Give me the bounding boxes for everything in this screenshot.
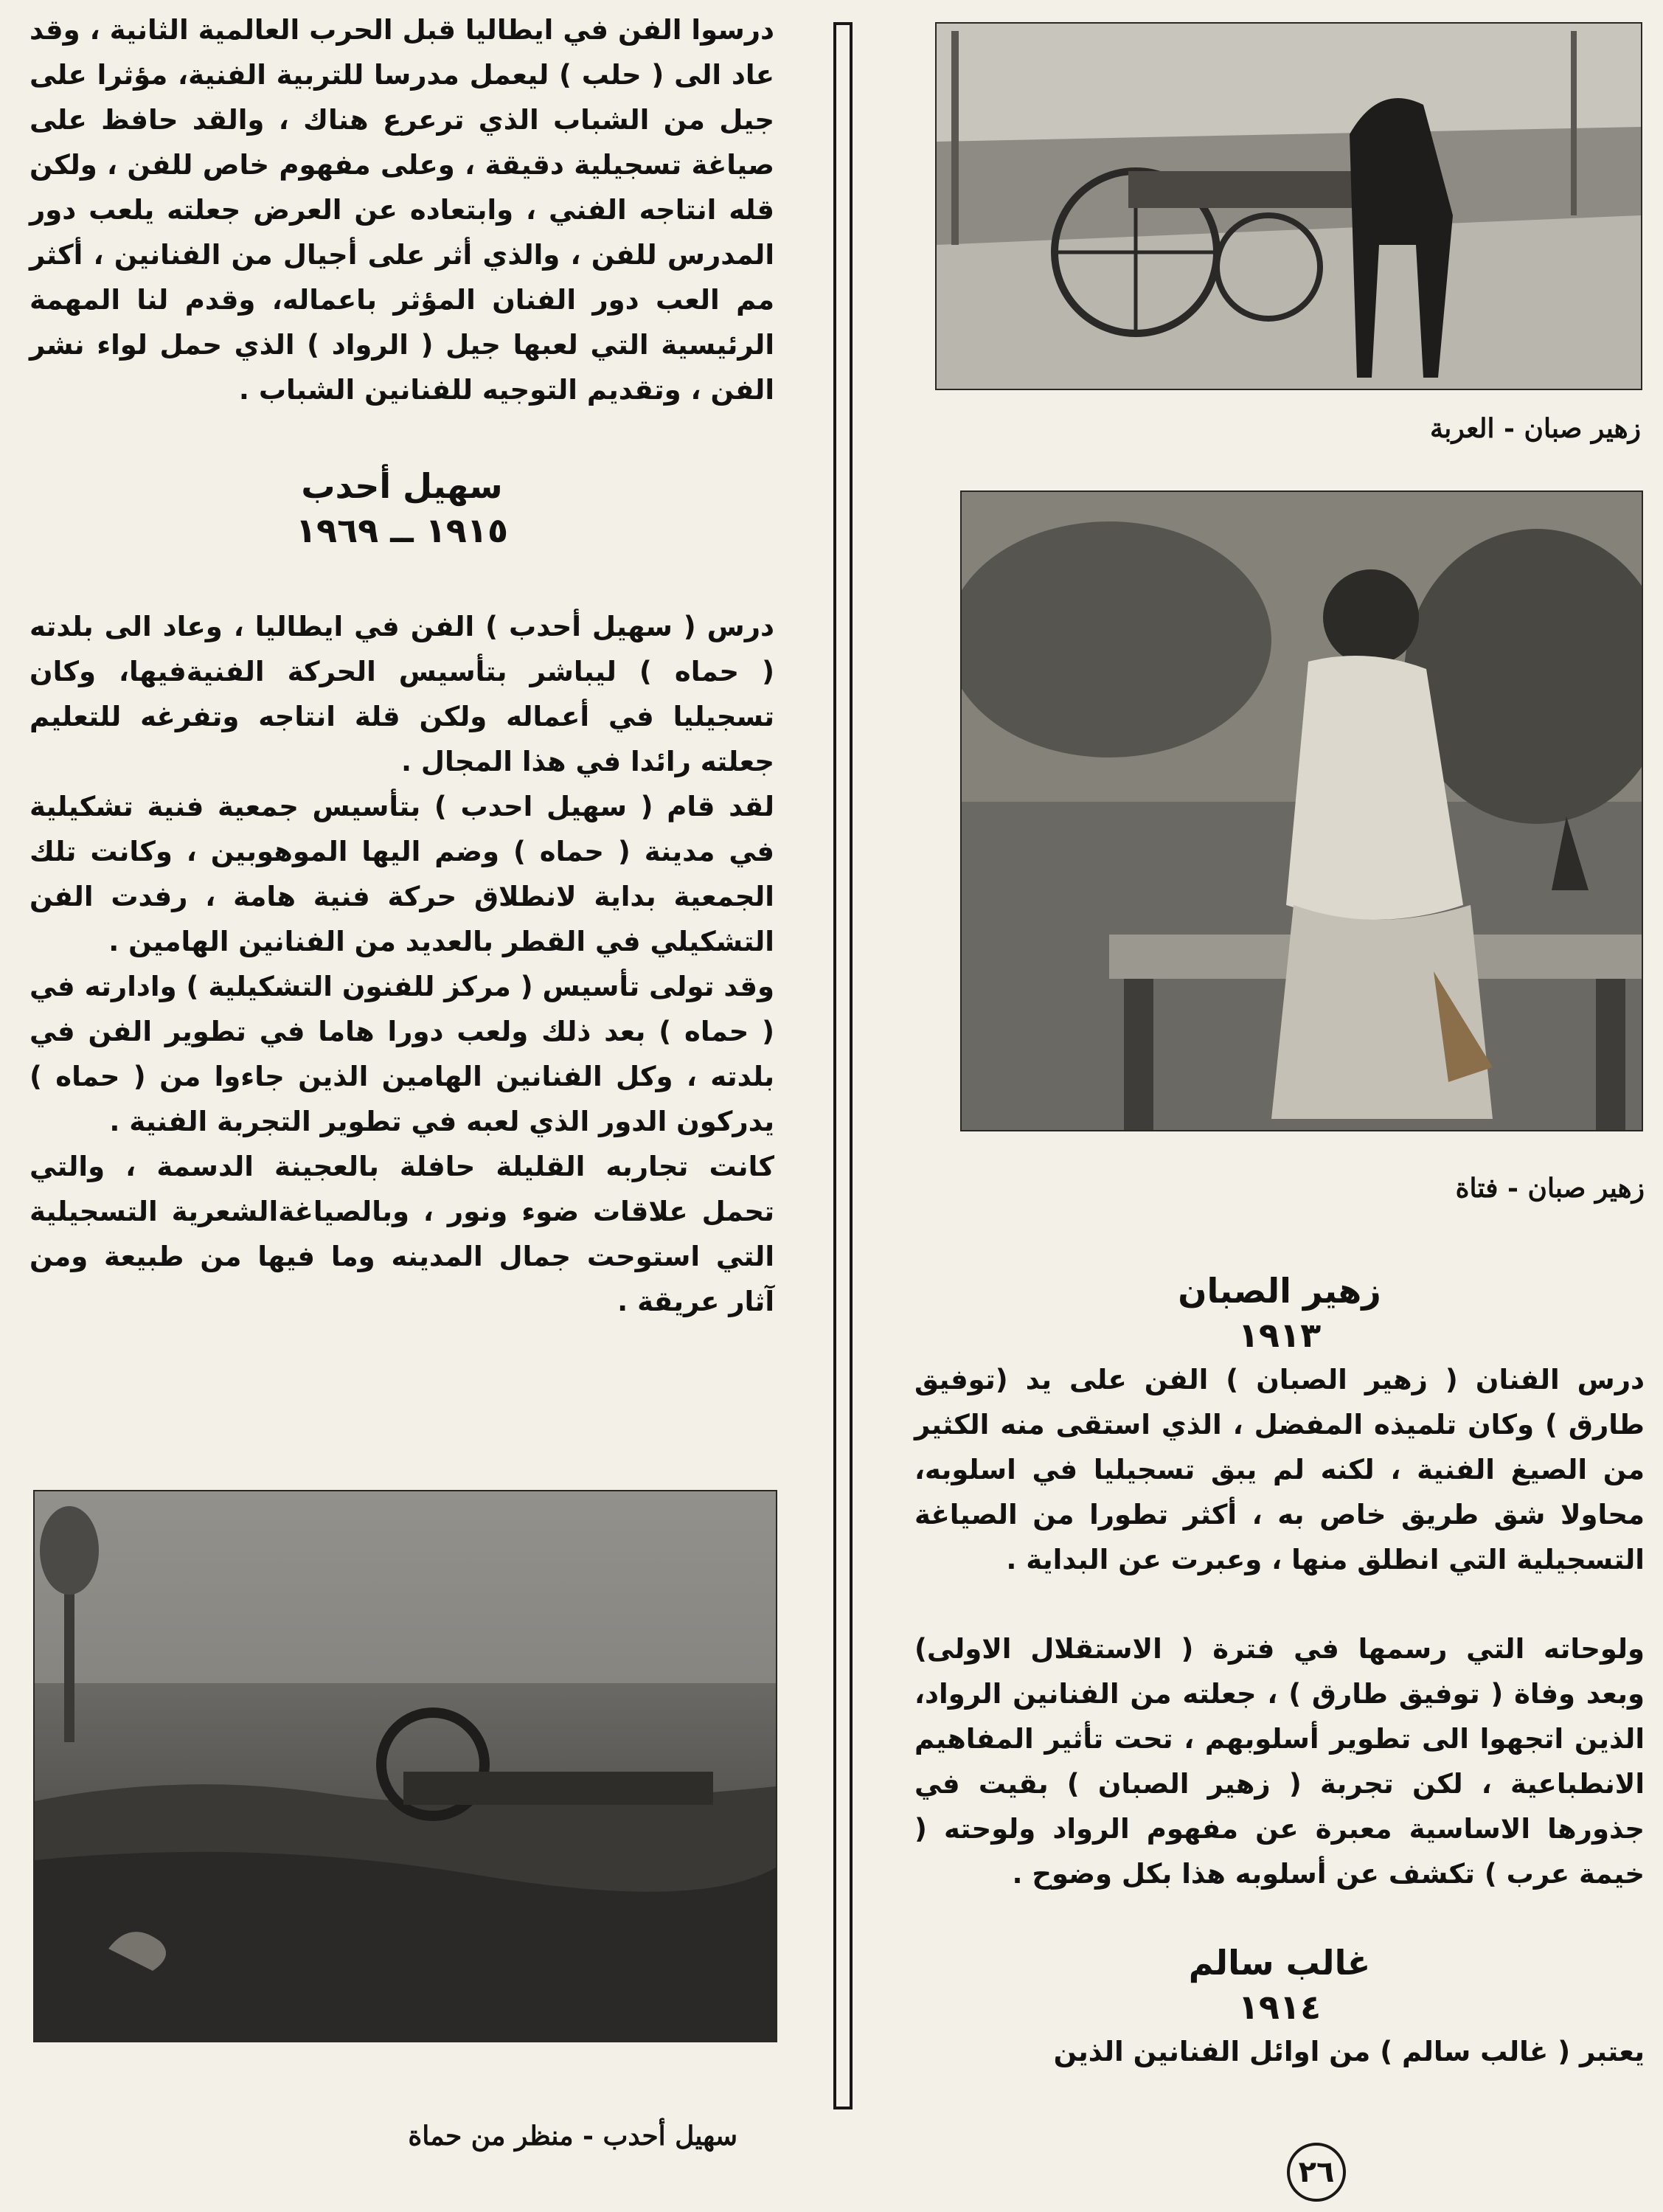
- painting-girl: [962, 492, 1642, 1130]
- artist-years-suhail-ahdab: ١٩١٥ ــ ١٩٦٩: [295, 510, 509, 550]
- paragraph: درس ( سهيل أحدب ) الفن في ايطاليا ، وعاد الى بلدته ( حماه ) ليباشر بتأسيس الحركة الفنيةفيها، وكان تسجيليا في أعماله ولكن قلة انتاجه وتفرغه للتعليم جعلته رائدا في هذا المجال .: [29, 611, 774, 777]
- page-number: ٢٦: [1287, 2143, 1346, 2202]
- caption-cart: زهير صبان - العربة: [1430, 413, 1641, 444]
- photo-girl: [960, 490, 1643, 1131]
- caption-girl: زهير صبان - فتاة: [1455, 1173, 1645, 1204]
- column-divider: [833, 22, 853, 2109]
- paragraph: درس الفنان ( زهير الصبان ) الفن على يد (توفيق طارق ) وكان تلميذه المفضل ، الذي استقى منه الكثير من الصيغ الفنية ، لكنه لم يبق تسجيليا في اسلوبه، محاولا شق طريق خاص به ، أكثر تطورا من الصياغة التسجيلية التي انطلق منها ، وعبرت عن البداية .: [914, 1364, 1645, 1575]
- paragraph: لقد قام ( سهيل احدب ) بتأسيس جمعية فنية تشكيلية في مدينة ( حماه ) وضم اليها الموهوبين ، وكانت تلك الجمعية بداية لانطلاق حركة فنية هامة ، رفدت الفن التشكيلي في القطر بالعديد من الفنانين الهامين .: [29, 791, 774, 957]
- painting-cart: [937, 24, 1641, 389]
- artist-heading-zuhair-sabban: زهير الصبان: [1178, 1271, 1381, 1311]
- artist-heading-ghaleb-salem: غالب سالم: [1188, 1943, 1371, 1983]
- intro-paragraph: درسوا الفن في ايطاليا قبل الحرب العالمية الثانية ، وقد عاد الى ( حلب ) ليعمل مدرسا للتربية الفنية، مؤثرا على جيل من الشباب الذي ترعرع هناك ، والقد حافظ على صياغة تسجيلية دقيقة ، وعلى مفهوم خاص للفن ، ولكن قله انتاجه الفني ، وابتعاده عن العرض جعلته يلعب دور المدرس للفن ، والذي أثر على أجيال من الفنانين ، أكثر مم العب دور الفنان المؤثر باعماله، وقدم لنا المهمة الرئيسية التي لعبها جيل ( الرواد ) الذي حمل لواء نشر الفن ، وتقديم التوجيه للفنانين الشباب .: [29, 14, 774, 406]
- caption-hama-landscape: سهيل أحدب - منظر من حماة: [408, 2121, 737, 2152]
- painting-hama-landscape: [35, 1491, 776, 2041]
- paragraph: يعتبر ( غالب سالم ) من اوائل الفنانين الذين: [1053, 2036, 1645, 2067]
- artist-heading-suhail-ahdab: سهيل أحدب: [301, 466, 503, 506]
- paragraph: وقد تولى تأسيس ( مركز للفنون التشكيلية ) وادارته في ( حماه ) بعد ذلك ولعب دورا هاما في تطوير الفن في بلدته ، وكل الفنانين الهامين الذين جاءوا من ( حماه ) يدركون الدور الذي لعبه في تطوير التجربة الفنية .: [29, 971, 774, 1137]
- photo-hama-landscape: [33, 1490, 777, 2042]
- right-text-column: [914, 1269, 1645, 2074]
- photo-cart: [935, 22, 1642, 390]
- paragraph: كانت تجاربه القليلة حافلة بالعجينة الدسمة ، والتي تحمل علاقات ضوء ونور ، وبالصياغةالشعرية التسجيلية التي استوحت جمال المدينه وما فيها من طبيعة ومن آثار عريقة .: [29, 1151, 774, 1317]
- artist-years-ghaleb-salem: ١٩١٤: [1237, 1987, 1322, 2027]
- artist-years-zuhair-sabban: ١٩١٣: [1237, 1315, 1322, 1355]
- paragraph: ولوحاته التي رسمها في فترة ( الاستقلال الاولى) وبعد وفاة ( توفيق طارق ) ، جعلته من الفنانين الرواد، الذين اتجهوا الى تطوير أسلوبهم ، تحت تأثير المفاهيم الانطباعية ، لكن تجربة ( زهير الصبان ) بقيت في جذورها الاساسية معبرة عن مفهوم الرواد ولوحته ( خيمة عرب ) تكشف عن أسلوبه هذا بكل وضوح .: [914, 1633, 1645, 1890]
- left-text-column: [29, 7, 774, 1324]
